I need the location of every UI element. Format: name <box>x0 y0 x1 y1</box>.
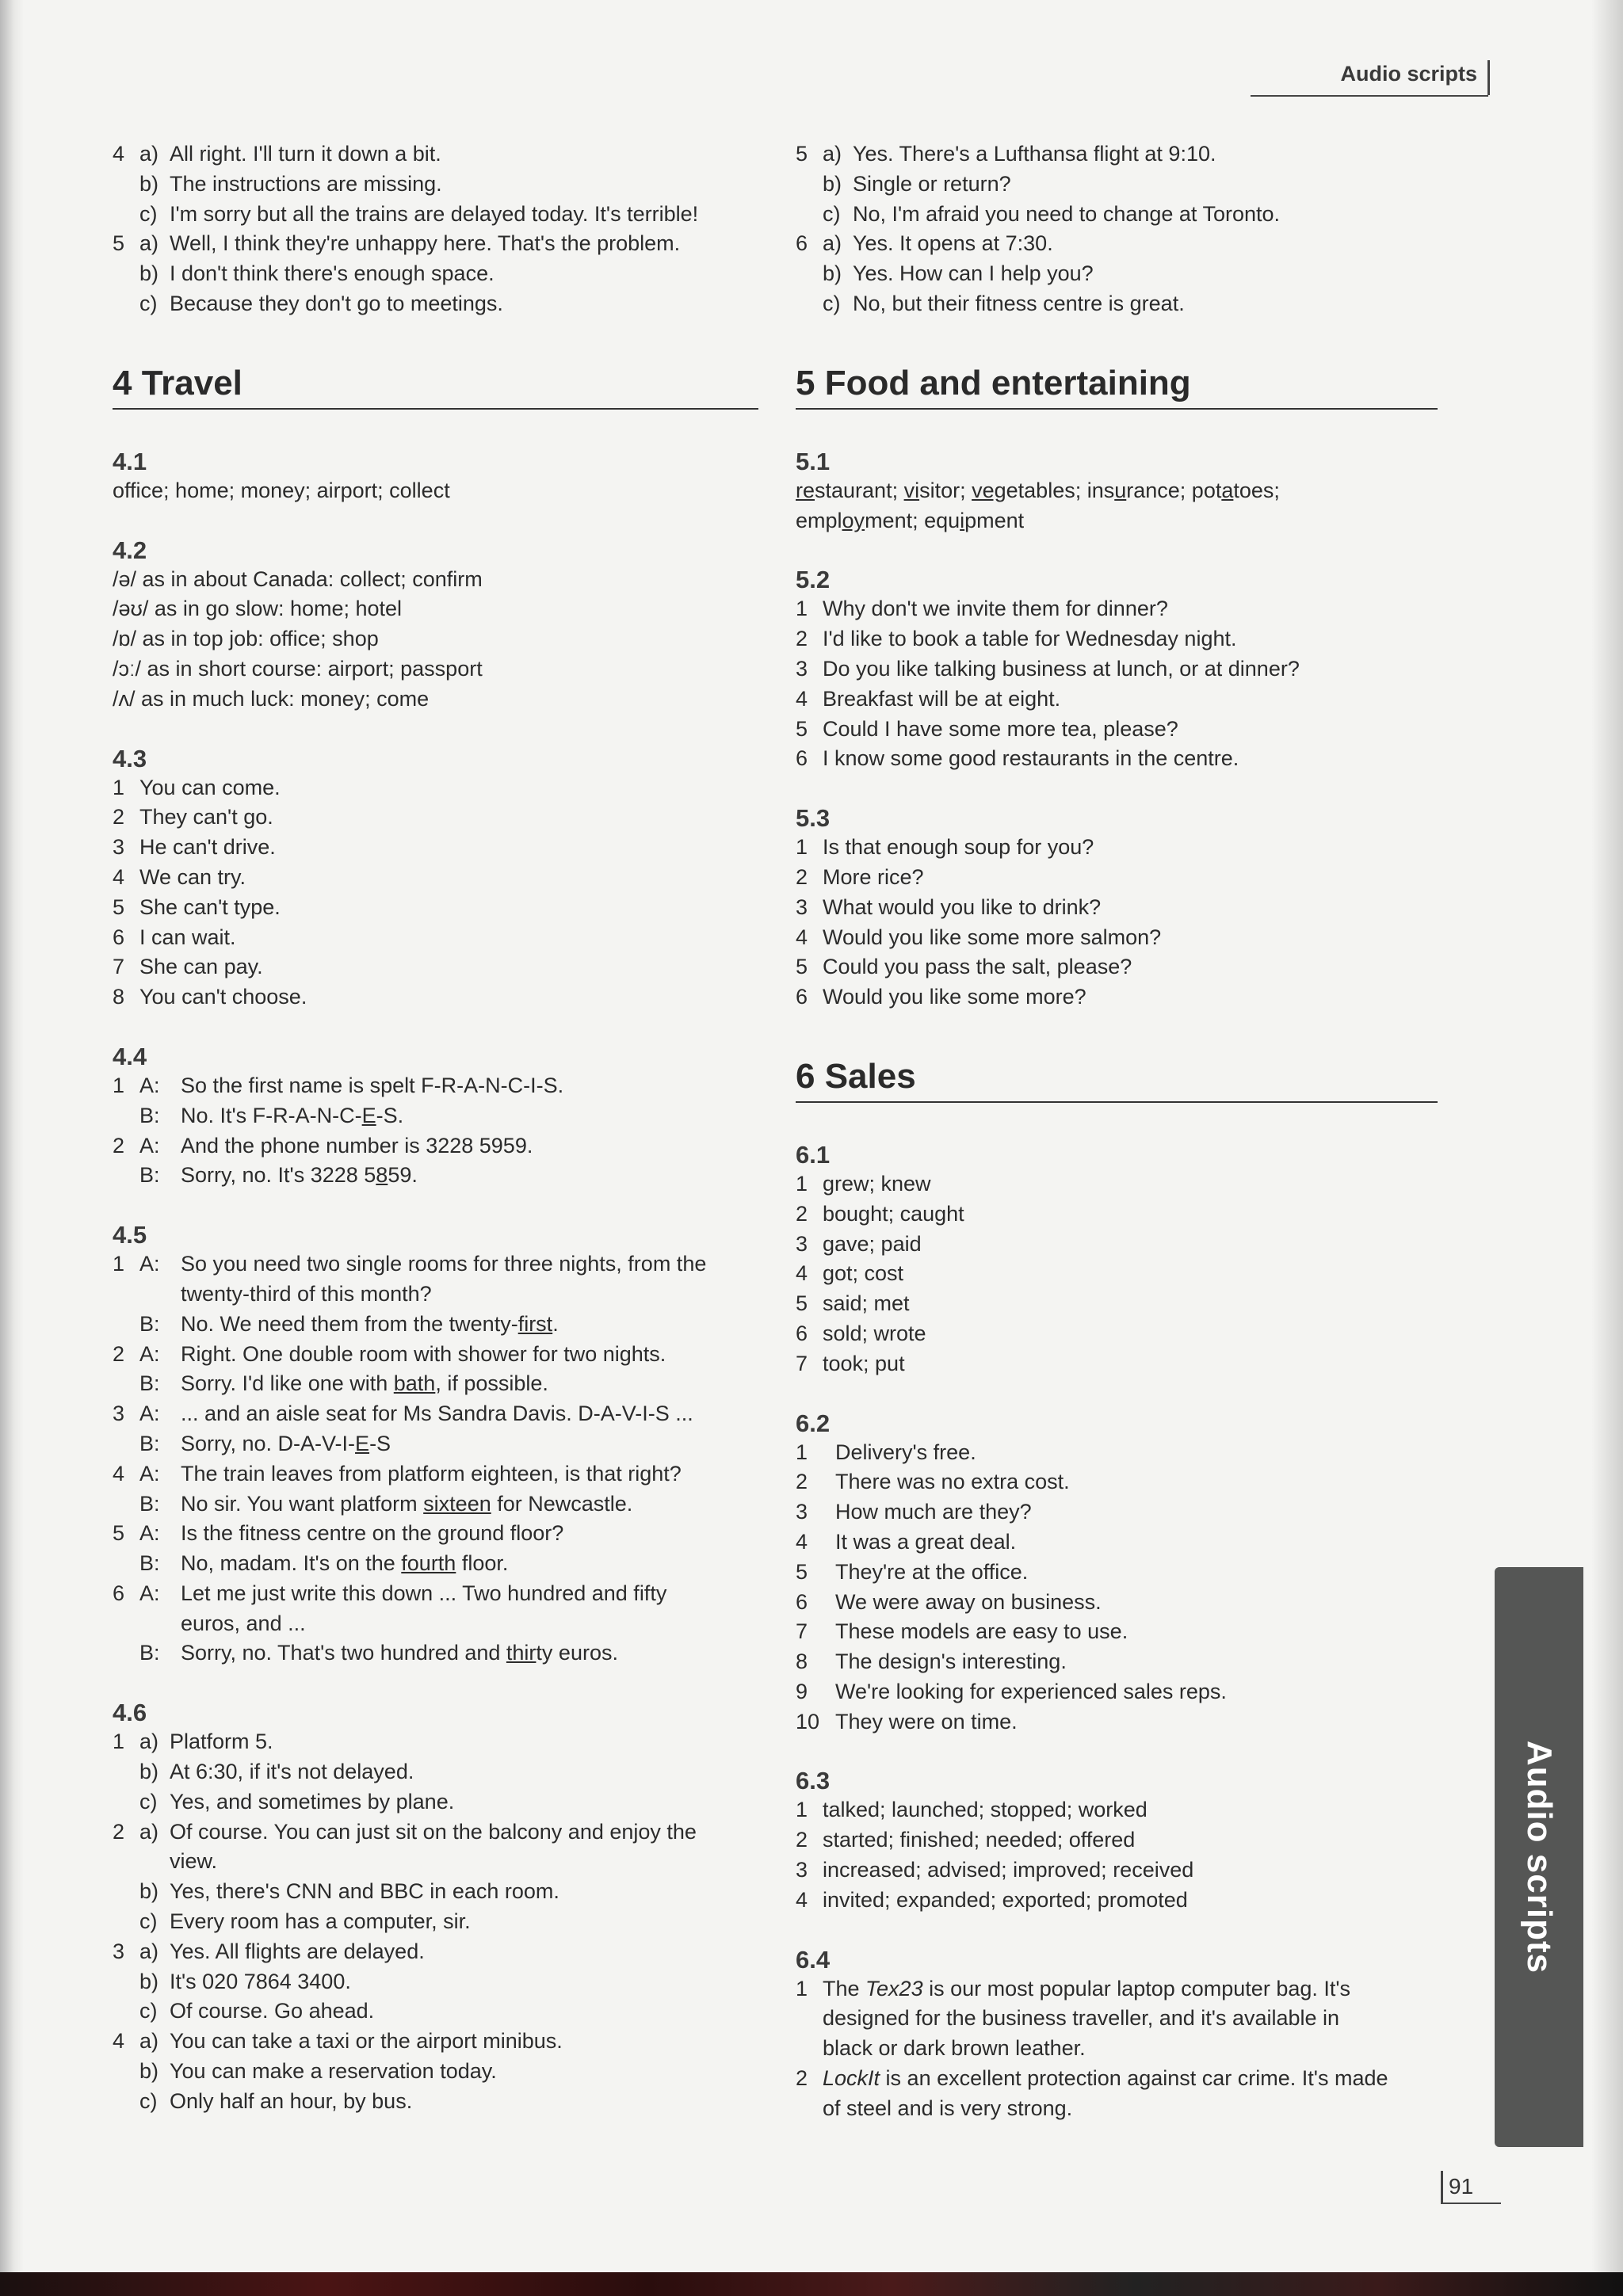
list-item: 2 started; finished; needed; offered <box>796 1828 1136 1852</box>
paragraph-line: designed for the business traveller, and it's available in <box>823 2006 1340 2031</box>
answer-line: b) The instructions are missing. <box>139 171 442 196</box>
dialogue-line: 6 A: Let me just write this down ... Two hundred and fifty <box>113 1581 667 1605</box>
answer-line: b) Yes, there's CNN and BBC in each room. <box>139 1879 559 1904</box>
list-item: 1 Is that enough soup for you? <box>796 835 1094 860</box>
dialogue-line: 2 A: And the phone number is 3228 5959. <box>113 1133 533 1158</box>
dialogue-line: B: No sir. You want platform sixteen for Newcastle. <box>139 1491 633 1516</box>
exercise-title-4-6: 4.6 <box>113 1699 147 1727</box>
list-item: 2 They can't go. <box>113 805 273 830</box>
answer-line: c) Only half an hour, by bus. <box>139 2088 413 2113</box>
dialogue-line: B: Sorry. I'd like one with bath, if possible. <box>139 1371 548 1396</box>
list-item: 5 Could I have some more tea, please? <box>796 716 1178 741</box>
list-item: 5 said; met <box>796 1291 910 1316</box>
exercise-title-6-1: 6.1 <box>796 1140 831 1169</box>
answer-line: c) No, I'm afraid you need to change at Toronto. <box>823 201 1280 226</box>
list-item: 3 increased; advised; improved; received <box>796 1858 1194 1882</box>
running-header <box>1251 57 1496 97</box>
answer-line: c) I'm sorry but all the trains are delayed today. It's terrible! <box>139 201 699 226</box>
list-item: 7 She can pay. <box>113 955 263 979</box>
dialogue-line: 2 A: Right. One double room with shower for two nights. <box>113 1341 666 1366</box>
answer-line: b) Yes. How can I help you? <box>823 261 1094 286</box>
list-item: 4 invited; expanded; exported; promoted <box>796 1887 1188 1912</box>
section-heading-travel: 4 Travel <box>113 364 758 410</box>
exercise-title-6-4: 6.4 <box>796 1945 831 1974</box>
top-answers-right <box>796 139 1438 319</box>
list-item: 6 sold; wrote <box>796 1321 926 1345</box>
section-heading-food: 5 Food and entertaining <box>796 364 1438 410</box>
paragraph-line: of steel and is very strong. <box>823 2096 1073 2120</box>
list-item: 8 You can't choose. <box>113 985 307 1009</box>
page-edge-shadow <box>0 0 24 2296</box>
phoneme-line: /ə/ as in about Canada: collect; confirm <box>113 566 483 591</box>
dialogue-line: B: No. We need them from the twenty-first. <box>139 1311 559 1336</box>
list-item: 6 I know some good restaurants in the centre. <box>796 746 1239 771</box>
dialogue-line: euros, and ... <box>181 1611 306 1635</box>
paragraph-line: 2 LockIt is an excellent protection against car crime. It's made <box>796 2066 1388 2091</box>
list-item: 6 I can wait. <box>113 925 236 949</box>
dialogue-line: B: Sorry, no. D-A-V-I-E-S <box>139 1431 391 1455</box>
answer-line: c) Of course. Go ahead. <box>139 1999 375 2023</box>
list-item: 8 The design's interesting. <box>796 1650 1067 1674</box>
left-column <box>113 139 758 2117</box>
exercise-title-4-5: 4.5 <box>113 1221 147 1249</box>
exercise-4-1-text: office; home; money; airport; collect <box>113 478 450 502</box>
list-item: 7 These models are easy to use. <box>796 1619 1128 1644</box>
dialogue-line: 4 A: The train leaves from platform eighteen, is that right? <box>113 1461 682 1486</box>
answer-line: b) You can make a reservation today. <box>139 2059 497 2084</box>
answer-line: b) At 6:30, if it's not delayed. <box>139 1760 414 1784</box>
list-item: 3 He can't drive. <box>113 835 276 860</box>
list-item: 3 What would you like to drink? <box>796 894 1102 919</box>
list-item: 3 How much are they? <box>796 1500 1032 1524</box>
list-item: 10 They were on time. <box>796 1709 1018 1733</box>
phoneme-line: /ɔː/ as in short course: airport; passport <box>113 656 483 681</box>
header-rule <box>1251 95 1488 97</box>
right-column <box>796 139 1438 2124</box>
exercise-title-6-3: 6.3 <box>796 1767 831 1795</box>
answer-line: c) Every room has a computer, sir. <box>139 1909 471 1934</box>
page-number-box <box>1438 2171 1501 2207</box>
page-number-tick <box>1441 2171 1443 2203</box>
section-heading-sales: 6 Sales <box>796 1057 1438 1103</box>
list-item: 5 They're at the office. <box>796 1559 1029 1584</box>
list-item: 1 grew; knew <box>796 1171 931 1196</box>
answer-line: 4 a) All right. I'll turn it down a bit. <box>113 142 441 166</box>
answer-line: 5 a) Well, I think they're unhappy here. That's the problem. <box>113 231 681 256</box>
answer-line: b) It's 020 7864 3400. <box>139 1969 351 1993</box>
list-item: 1 Why don't we invite them for dinner? <box>796 597 1168 621</box>
dialogue-line: B: No. It's F-R-A-N-C-E-S. <box>139 1103 404 1127</box>
answer-line: c) Because they don't go to meetings. <box>139 291 503 315</box>
exercise-5-1-line-2: employment; equipment <box>796 508 1025 532</box>
page-number-rule <box>1441 2203 1501 2204</box>
list-item: 4 It was a great deal. <box>796 1529 1017 1554</box>
dialogue-line: 1 A: So the first name is spelt F-R-A-N-C-I-S. <box>113 1073 564 1097</box>
list-item: 6 Would you like some more? <box>796 985 1086 1009</box>
list-item: 1 talked; launched; stopped; worked <box>796 1798 1148 1822</box>
list-item: 3 gave; paid <box>796 1231 922 1256</box>
phoneme-line: /əʊ/ as in go slow: home; hotel <box>113 597 403 621</box>
exercise-title-5-3: 5.3 <box>796 804 831 833</box>
exercise-5-1-line-1: restaurant; visitor; vegetables; insurance; potatoes; <box>796 478 1280 502</box>
running-header-title: Audio scripts <box>1340 62 1477 86</box>
exercise-title-5-2: 5.2 <box>796 566 831 594</box>
answer-line: 5 a) Yes. There's a Lufthansa flight at 9:10. <box>796 142 1216 166</box>
phoneme-line: /ɒ/ as in top job: office; shop <box>113 627 379 651</box>
answer-line: c) Yes, and sometimes by plane. <box>139 1789 455 1814</box>
answer-line: 1 a) Platform 5. <box>113 1730 273 1754</box>
list-item: 4 Would you like some more salmon? <box>796 925 1162 949</box>
list-item: 2 More rice? <box>796 864 924 889</box>
dialogue-line: B: No, madam. It's on the fourth floor. <box>139 1551 509 1576</box>
exercise-title-4-3: 4.3 <box>113 744 147 772</box>
side-tab <box>1495 1567 1583 2147</box>
list-item: 4 Breakfast will be at eight. <box>796 686 1061 711</box>
exercise-title-4-1: 4.1 <box>113 447 147 475</box>
side-tab-label: Audio scripts <box>1520 1740 1559 1974</box>
list-item: 5 She can't type. <box>113 894 281 919</box>
answer-line: 2 a) Of course. You can just sit on the balcony and enjoy the <box>113 1819 697 1844</box>
header-tick <box>1487 60 1490 95</box>
list-item: 1 You can come. <box>113 775 281 799</box>
list-item: 4 got; cost <box>796 1261 904 1286</box>
list-item: 5 Could you pass the salt, please? <box>796 955 1132 979</box>
dialogue-line: 5 A: Is the fitness centre on the ground floor? <box>113 1521 564 1546</box>
top-answers-left <box>113 139 758 319</box>
exercise-title-6-2: 6.2 <box>796 1409 831 1437</box>
list-item: 6 We were away on business. <box>796 1589 1102 1614</box>
answer-line: 3 a) Yes. All flights are delayed. <box>113 1939 425 1963</box>
bottom-background-strip <box>0 2272 1623 2296</box>
exercise-title-4-4: 4.4 <box>113 1042 147 1070</box>
page-right-shadow <box>1591 0 1623 2296</box>
list-item: 3 Do you like talking business at lunch, or at dinner? <box>796 656 1300 681</box>
list-item: 2 bought; caught <box>796 1201 964 1226</box>
list-item: 2 I'd like to book a table for Wednesday night. <box>796 627 1237 651</box>
exercise-title-4-2: 4.2 <box>113 536 147 564</box>
dialogue-line: B: Sorry, no. It's 3228 5859. <box>139 1163 418 1188</box>
paragraph-line: 1 The Tex23 is our most popular laptop computer bag. It's <box>796 1976 1351 2000</box>
dialogue-line: 1 A: So you need two single rooms for three nights, from the <box>113 1252 707 1276</box>
list-item: 4 We can try. <box>113 864 246 889</box>
list-item: 9 We're looking for experienced sales reps. <box>796 1679 1227 1703</box>
answer-line: b) Single or return? <box>823 171 1011 196</box>
dialogue-line: B: Sorry, no. That's two hundred and thirty euros. <box>139 1641 618 1665</box>
paragraph-line: black or dark brown leather. <box>823 2036 1086 2061</box>
dialogue-line: 3 A: ... and an aisle seat for Ms Sandra Davis. D-A-V-I-S ... <box>113 1402 693 1426</box>
list-item: 2 There was no extra cost. <box>796 1470 1070 1494</box>
answer-line: b) I don't think there's enough space. <box>139 261 495 286</box>
answer-line: c) No, but their fitness centre is great. <box>823 291 1185 315</box>
answer-line: 6 a) Yes. It opens at 7:30. <box>796 231 1053 256</box>
exercise-title-5-1: 5.1 <box>796 447 831 475</box>
list-item: 7 took; put <box>796 1351 905 1375</box>
page-number: 91 <box>1449 2174 1474 2199</box>
dialogue-line: twenty-third of this month? <box>181 1281 432 1306</box>
answer-line: 4 a) You can take a taxi or the airport minibus. <box>113 2029 563 2054</box>
answer-line: view. <box>170 1849 218 1874</box>
phoneme-line: /ʌ/ as in much luck: money; come <box>113 686 430 711</box>
list-item: 1 Delivery's free. <box>796 1440 976 1464</box>
